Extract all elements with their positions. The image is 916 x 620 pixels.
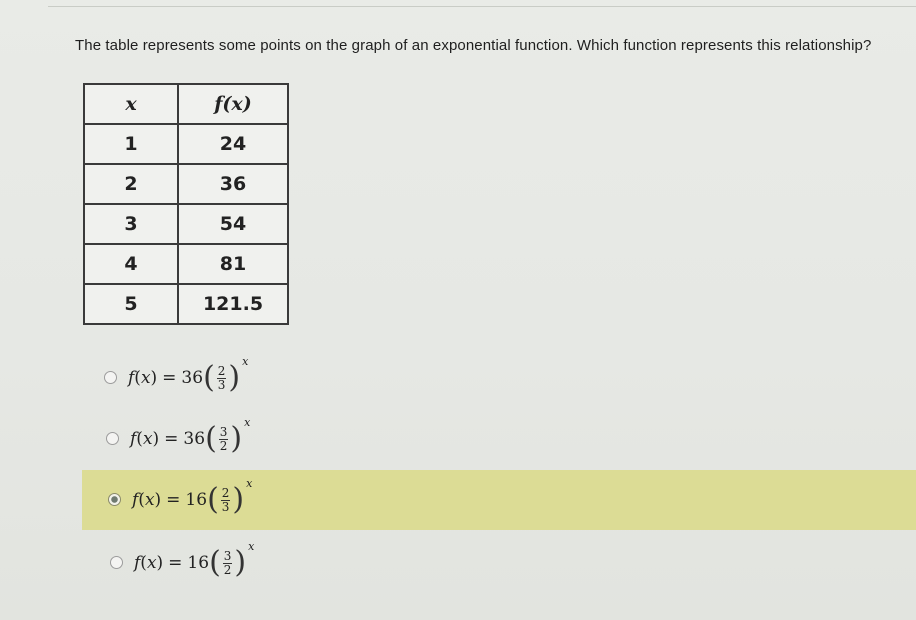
radio-button-d[interactable] xyxy=(110,556,123,569)
radio-button-a[interactable] xyxy=(104,371,117,384)
fraction xyxy=(223,550,233,577)
fraction xyxy=(219,426,229,453)
coefficient: 36 xyxy=(181,368,204,388)
table-row xyxy=(84,244,288,284)
cell-fx: 36 xyxy=(178,164,288,204)
cell-fx: 54 xyxy=(178,204,288,244)
table-row xyxy=(84,164,288,204)
cell-fx: 81 xyxy=(178,244,288,284)
top-divider xyxy=(48,6,916,7)
function-variable: x xyxy=(146,553,157,573)
function-name: f xyxy=(130,429,137,449)
answer-choice-c[interactable] xyxy=(82,470,916,530)
table-header-row xyxy=(84,84,288,124)
table-row xyxy=(84,284,288,324)
fraction xyxy=(221,487,231,514)
question-text: The table represents some points on the graph of an exponential function. Which function represents this relationship? xyxy=(75,37,872,54)
choice-a-formula: f ( x ) = 36 ( $\frac{2}{3}$ ) x xyxy=(128,355,249,395)
values-table xyxy=(83,83,289,325)
function-variable: x xyxy=(140,368,151,388)
numerator: 2 xyxy=(217,363,226,378)
exponent: x xyxy=(242,355,249,368)
function-variable: x xyxy=(144,490,155,510)
function-name: f xyxy=(132,490,139,510)
choice-c-formula: f ( x ) = 16 ( $\frac{2}{3}$ ) x xyxy=(132,477,253,517)
coefficient: 16 xyxy=(187,553,210,573)
header-fx: f(x) xyxy=(178,84,288,124)
coefficient: 36 xyxy=(183,429,206,449)
answer-choice-b[interactable] xyxy=(0,409,916,469)
coefficient: 16 xyxy=(185,490,208,510)
cell-x: 4 xyxy=(84,244,178,284)
choice-b-formula: f ( x ) = 36 ( $\frac{3}{2}$ ) x xyxy=(130,416,251,456)
cell-x: 1 xyxy=(84,124,178,164)
answer-choice-a[interactable] xyxy=(0,348,916,408)
answer-choice-d[interactable] xyxy=(0,533,916,593)
radio-button-b[interactable] xyxy=(106,432,119,445)
function-variable: x xyxy=(142,429,153,449)
table-row xyxy=(84,204,288,244)
choice-d-formula: f ( x ) = 16 ( $\frac{3}{2}$ ) x xyxy=(134,540,255,580)
exponent: x xyxy=(246,477,253,490)
denominator: 3 xyxy=(217,377,226,392)
denominator: 3 xyxy=(221,499,230,514)
cell-fx: 24 xyxy=(178,124,288,164)
table-row xyxy=(84,124,288,164)
numerator: 3 xyxy=(223,548,232,563)
function-name: f xyxy=(128,368,135,388)
cell-x: 5 xyxy=(84,284,178,324)
cell-x: 3 xyxy=(84,204,178,244)
exponent: x xyxy=(244,416,251,429)
numerator: 2 xyxy=(221,485,230,500)
radio-button-c[interactable] xyxy=(108,493,121,506)
exponent: x xyxy=(248,540,255,553)
cell-fx: 121.5 xyxy=(178,284,288,324)
numerator: 3 xyxy=(219,424,228,439)
header-x: x xyxy=(84,84,178,124)
denominator: 2 xyxy=(219,438,228,453)
cell-x: 2 xyxy=(84,164,178,204)
denominator: 2 xyxy=(223,562,232,577)
fraction xyxy=(217,365,227,392)
function-name: f xyxy=(134,553,141,573)
